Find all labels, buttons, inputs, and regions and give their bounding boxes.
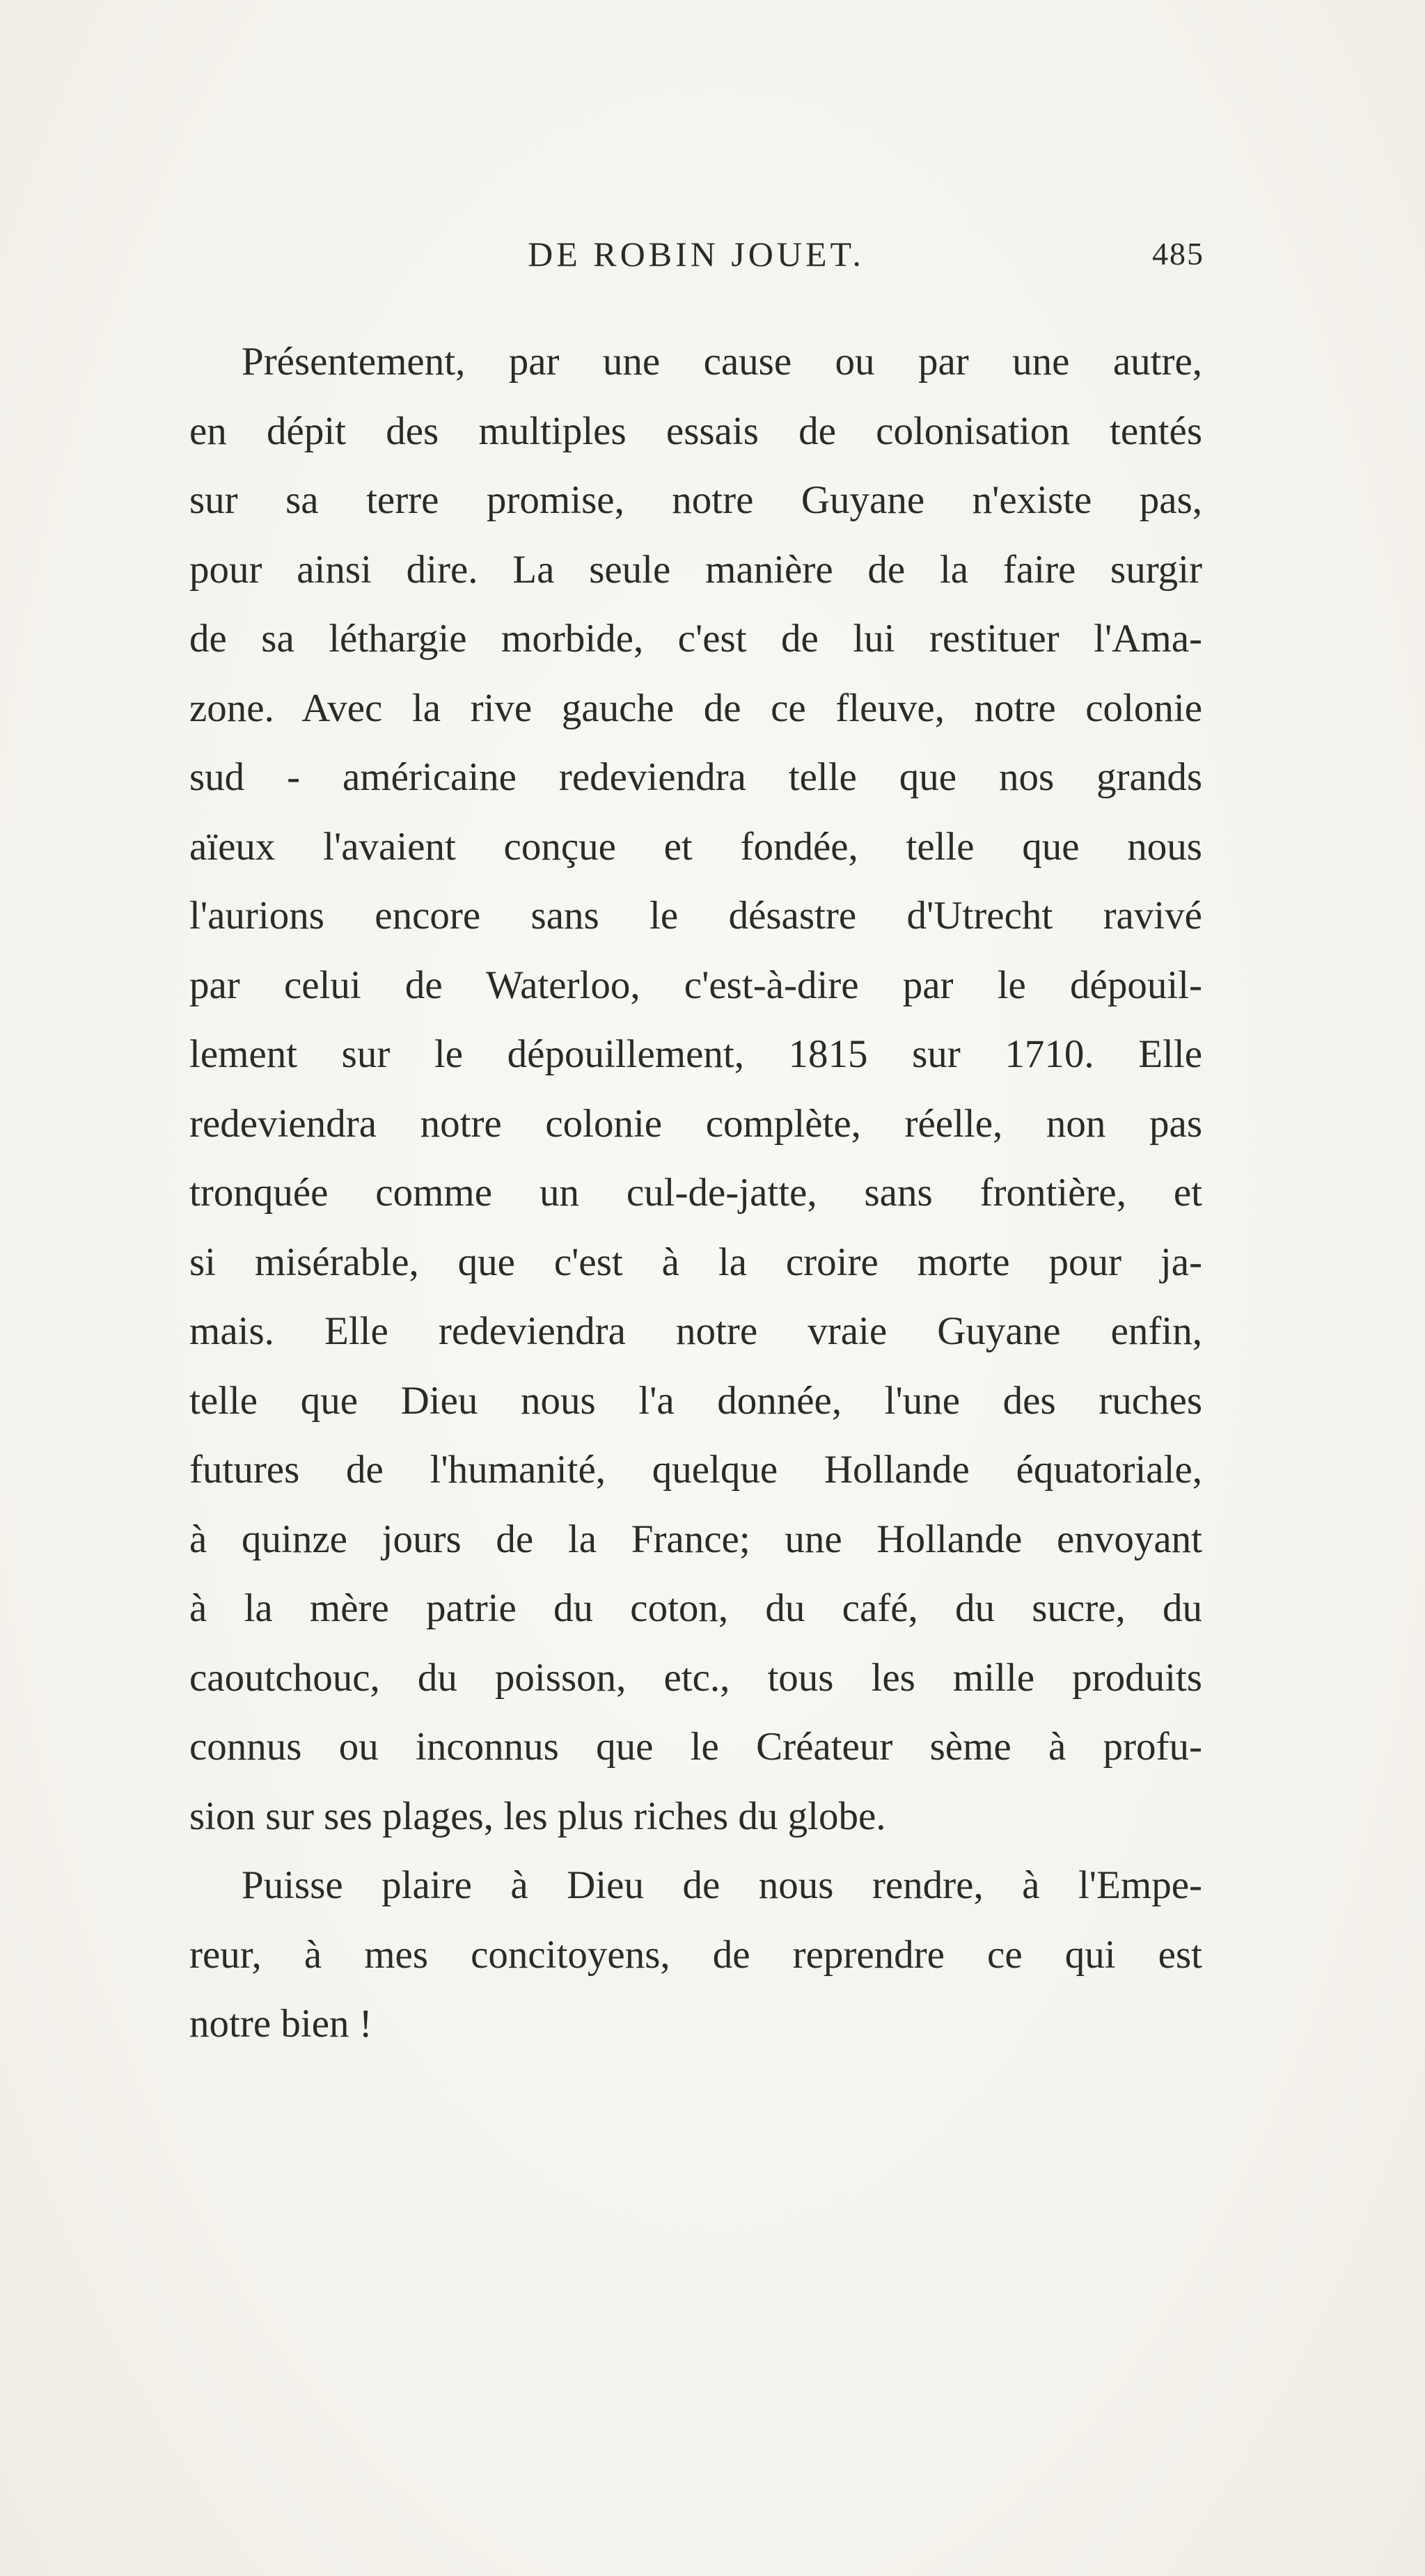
body-text bbox=[189, 327, 1202, 2059]
text-line: aïeux l'avaient conçue et fondée, telle que nous bbox=[189, 824, 1202, 869]
text-line: Puisse plaire à Dieu de nous rendre, à l'Empe- bbox=[242, 1863, 1202, 1907]
text-line: sion sur ses plages, les plus riches du globe. bbox=[189, 1794, 886, 1838]
text-line: sud - américaine redeviendra telle que nos grands bbox=[189, 755, 1202, 799]
paragraph-2 bbox=[189, 1851, 1202, 2059]
text-line: notre bien ! bbox=[189, 2002, 372, 2046]
text-line: sur sa terre promise, notre Guyane n'existe pas, bbox=[189, 478, 1202, 522]
text-line: mais. Elle redeviendra notre vraie Guyane enfin, bbox=[189, 1309, 1202, 1353]
text-line: à la mère patrie du coton, du café, du sucre, du bbox=[189, 1586, 1202, 1630]
text-line: lement sur le dépouillement, 1815 sur 1710. Elle bbox=[189, 1032, 1202, 1076]
text-line: tronquée comme un cul-de-jatte, sans frontière, et bbox=[189, 1171, 1202, 1215]
text-line: si misérable, que c'est à la croire morte pour ja- bbox=[189, 1240, 1202, 1284]
text-line: telle que Dieu nous l'a donnée, l'une des ruches bbox=[189, 1378, 1202, 1423]
running-head bbox=[188, 230, 1204, 278]
text-line: l'aurions encore sans le désastre d'Utrecht ravivé bbox=[189, 894, 1202, 938]
text-line: zone. Avec la rive gauche de ce fleuve, notre colonie bbox=[189, 686, 1202, 730]
page-number: 485 bbox=[1152, 236, 1204, 271]
text-line: en dépit des multiples essais de colonisation tentés bbox=[189, 409, 1202, 453]
text-line: à quinze jours de la France; une Hollande envoyant bbox=[189, 1517, 1202, 1561]
text-line: pour ainsi dire. La seule manière de la faire surgir bbox=[189, 547, 1202, 592]
text-line: redeviendra notre colonie complète, réelle, non pas bbox=[189, 1101, 1202, 1146]
text-line: connus ou inconnus que le Créateur sème à profu- bbox=[189, 1725, 1202, 1769]
text-line: caoutchouc, du poisson, etc., tous les mille produits bbox=[189, 1655, 1202, 1700]
paragraph-1 bbox=[189, 327, 1202, 1851]
running-title: DE ROBIN JOUET. bbox=[528, 235, 865, 274]
text-line: de sa léthargie morbide, c'est de lui restituer l'Ama- bbox=[189, 617, 1202, 661]
text-line: reur, à mes concitoyens, de reprendre ce qui est bbox=[189, 1932, 1202, 1977]
text-line: Présentement, par une cause ou par une autre, bbox=[242, 340, 1202, 384]
text-line: par celui de Waterloo, c'est-à-dire par le dépouil- bbox=[189, 963, 1202, 1007]
text-line: futures de l'humanité, quelque Hollande équatoriale, bbox=[189, 1448, 1202, 1492]
